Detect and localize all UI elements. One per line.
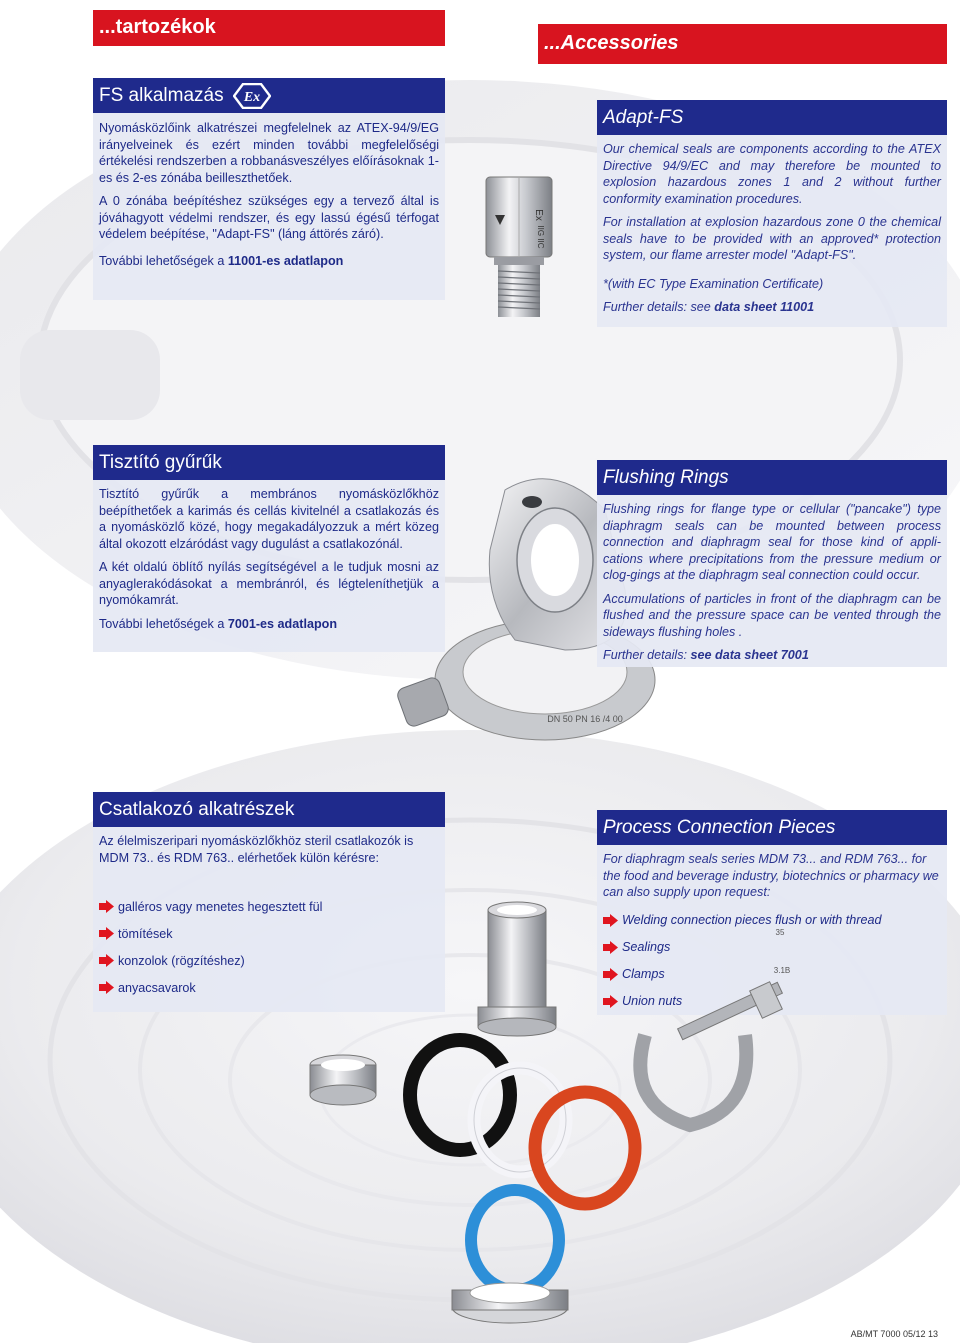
fs-more-prefix: További lehetőségek a [99, 253, 228, 268]
clamp-marking-grade: 3.1B [773, 966, 791, 975]
adapt-fs-text-panel [597, 135, 947, 327]
red-arrow-icon [99, 954, 114, 967]
adapt-fs-flame-arrester-image [478, 175, 560, 325]
clamp-marking-size: 35 [775, 928, 785, 937]
document-reference: AB/MT 7000 05/12 13 [850, 1329, 938, 1339]
flushing-en-more-prefix: Further details: [603, 648, 691, 662]
adapt-more-info [603, 299, 941, 316]
flushing-hu-text-panel [93, 480, 445, 652]
flushing-hu-header [93, 445, 445, 480]
flushing-hu-title: Tisztító gyűrűk [99, 452, 222, 473]
connection-en-item-label: Union nuts [622, 994, 683, 1008]
connection-hu-header [93, 792, 445, 827]
adapt-paragraph-1: Our chemical seals are components according to the ATEX Directive 94/9/EC and may therefore be mounted to explosion hazardous zones 1 and 2 without further conformity examination procedures. [603, 142, 941, 206]
adapter-marking: IIG IIC [536, 225, 545, 249]
hungarian-banner-title: ...tartozékok [99, 16, 216, 38]
flushing-ring-marking: DN 50 PN 16 /4 00 [547, 714, 623, 724]
flushing-en-header [597, 460, 947, 495]
connection-hu-item-label: galléros vagy menetes hegesztett fül [118, 899, 323, 914]
flushing-hu-more-prefix: További lehetőségek a [99, 616, 228, 631]
fs-section-title: FS alkalmazás [99, 85, 224, 106]
red-arrow-icon [99, 900, 114, 913]
adapt-paragraph-2: For installation at explosion hazardous zone 0 the chemical seals have to be provided with an approved* protection system, our flame arrester model "Adapt-FS". [603, 215, 941, 262]
flushing-hu-more-info [99, 616, 439, 633]
connection-hu-title: Csatlakozó alkatrészek [99, 799, 295, 820]
flushing-hu-paragraph-2: A két oldalú öblítő nyílás segítségével a le tudjuk mosni az anyaglerakódásokat a membránról, és légteleníthetjük a nyomókamrát. [99, 560, 439, 607]
english-section-banner [538, 24, 947, 64]
flushing-en-title: Flushing Rings [603, 467, 729, 488]
adapt-fs-header [597, 100, 947, 135]
connection-en-intro: For diaphragm seals series MDM 73... and RDM 763... for the food and beverage industry, biotechnics or pharmacy we can also supply upon request: [603, 852, 939, 899]
hungarian-section-banner [93, 10, 445, 46]
flushing-en-paragraph-2: Accumulations of particles in front of the diaphragm can be flushed and the pressure space can be vented through the sideways flushing holes . [603, 591, 941, 639]
adapt-more-prefix: Further details: see [603, 300, 715, 314]
flushing-en-more-info [603, 647, 941, 664]
adapt-footnote: *(with EC Type Examination Certificate) [603, 276, 824, 291]
flushing-en-text-panel [597, 495, 947, 667]
connection-en-item-label: Clamps [622, 967, 665, 981]
red-arrow-icon [99, 927, 114, 940]
connection-hu-item-label: tömítések [118, 926, 173, 941]
flushing-hu-datasheet-link[interactable]: 7001-es adatlapon [227, 616, 338, 631]
connection-hu-item-label: konzolok (rögzítéshez) [118, 953, 245, 968]
connection-hu-intro: Az élelmiszeripari nyomásközlőkhöz steril csatlakozók is MDM 73.. és RDM 763.. elérhetőek külön kérésre: [99, 834, 414, 865]
connection-en-item-label: Welding connection pieces flush or with thread [622, 913, 882, 927]
fs-more-info [99, 253, 439, 270]
fs-text-panel [93, 113, 445, 300]
connection-hu-item-label: anyacsavarok [118, 980, 196, 995]
adapt-datasheet-link[interactable]: data sheet 11001 [714, 300, 815, 314]
connection-pieces-image [295, 895, 805, 1335]
adapt-fs-title: Adapt-FS [603, 107, 684, 128]
adapter-ex-symbol: Ex [533, 209, 544, 221]
flushing-en-paragraph-1: Flushing rings for flange type or cellular ("pancake") type diaphragm seals can be mounted between process connection and diaphragm seal for those kind of appli-cations where precipitations from the pressure medium or clog-gings at the diaphragm seal connection could occur. [603, 502, 941, 582]
fs-paragraph-2: A 0 zónába beépítéshez szükséges egy a tervező által is jóváhagyott védelmi rendszer, és egy lassú égésű térfogat védelem beépítése, "Adapt-FS" (láng áttörés záró). [99, 194, 439, 241]
connection-en-item-label: Sealings [622, 940, 671, 954]
ex-hexagon-icon [233, 83, 271, 109]
fs-section-header [93, 78, 445, 113]
fs-datasheet-link[interactable]: 11001-es adatlapon [227, 253, 344, 268]
flushing-hu-paragraph-1: Tisztító gyűrűk a membrános nyomásközlőkhöz beépíthetőek a karimás és cellás kivitelnél a csatlakozás és a nyomásközlő közé, hogy megakadályozzuk a mért közeg által okozott elzáródást vagy dugulást a csatlakozónál. [99, 487, 439, 551]
connection-en-title: Process Connection Pieces [603, 817, 836, 838]
english-banner-title: ...Accessories [544, 32, 679, 54]
ex-hexagon-label: Ex [243, 89, 261, 105]
flushing-en-datasheet-link[interactable]: see data sheet 7001 [690, 648, 809, 662]
connection-en-header [597, 810, 947, 845]
fs-paragraph-1: Nyomásközlőink alkatrészei megfelelnek az ATEX-94/9/EG irányelveinek és ezért minden további megfelelőségi értékelési rendszerben a robbanásveszélyes előírásoknak 1-es és 2-es zónába beilleszthetőek. [99, 121, 439, 185]
red-arrow-icon [99, 981, 114, 994]
